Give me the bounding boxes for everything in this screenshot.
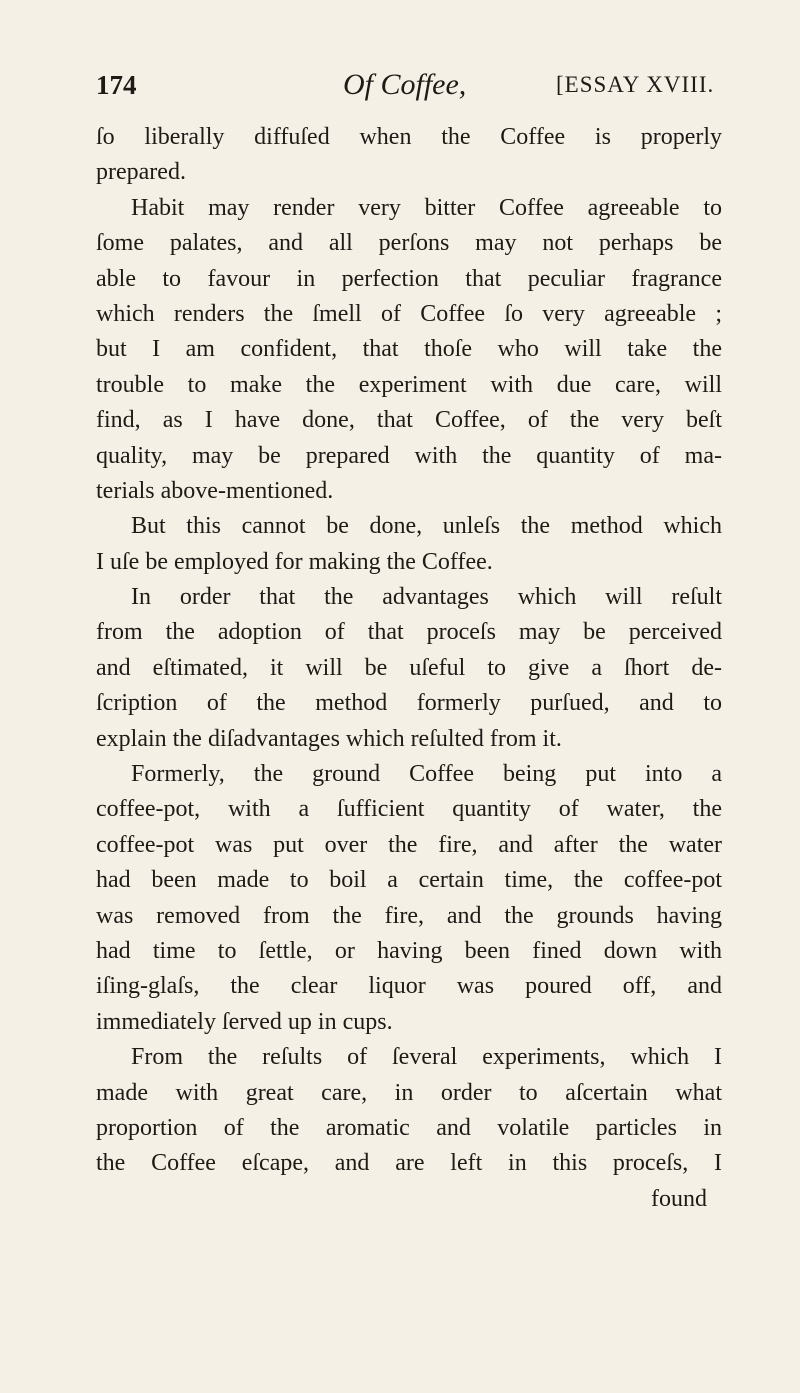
- text-line: ſome palates, and all perſons may not perhaps be: [96, 230, 722, 257]
- page-header: [96, 70, 726, 114]
- text-line: Formerly, the ground Coffee being put into a: [131, 761, 722, 788]
- text-line: iſing-glaſs, the clear liquor was poured off, and: [96, 973, 722, 1000]
- text-line: Habit may render very bitter Coffee agreeable to: [131, 194, 722, 221]
- text-line: From the reſults of ſeveral experiments, which I: [131, 1044, 722, 1071]
- text-line: In order that the advantages which will reſult: [131, 584, 722, 611]
- text-line: explain the diſadvantages which reſulted from it.: [96, 725, 562, 752]
- text-line: had time to ſettle, or having been fined down with: [96, 937, 722, 964]
- catchword: found: [651, 1185, 707, 1212]
- body-text: [96, 120, 722, 1217]
- text-line: trouble to make the experiment with due care, will: [96, 371, 722, 398]
- text-line: proportion of the aromatic and volatile particles in: [96, 1114, 722, 1141]
- text-line: coffee-pot was put over the fire, and after the water: [96, 831, 722, 858]
- text-line: but I am confident, that thoſe who will take the: [96, 336, 722, 363]
- text-line: from the adoption of that proceſs may be perceived: [96, 619, 722, 646]
- text-line: which renders the ſmell of Coffee ſo very agreeable ;: [96, 300, 722, 327]
- text-line: quality, may be prepared with the quantity of ma-: [96, 442, 722, 469]
- section-label: [ESSAY XVIII.: [556, 72, 715, 97]
- text-line: I uſe be employed for making the Coffee.: [96, 548, 493, 575]
- text-line: find, as I have done, that Coffee, of the very beſt: [96, 407, 722, 434]
- text-line: ſcription of the method formerly purſued, and to: [96, 690, 722, 717]
- text-line: able to favour in perfection that peculiar fragrance: [96, 265, 722, 292]
- text-line: made with great care, in order to aſcertain what: [96, 1079, 722, 1106]
- text-line: immediately ſerved up in cups.: [96, 1008, 393, 1035]
- text-line: was removed from the fire, and the grounds having: [96, 902, 722, 929]
- text-line: prepared.: [96, 159, 186, 186]
- text-line: terials above-mentioned.: [96, 477, 334, 504]
- page-number: 174: [96, 70, 137, 100]
- text-line: the Coffee eſcape, and are left in this proceſs, I: [96, 1150, 722, 1177]
- text-line: coffee-pot, with a ſufficient quantity of water, the: [96, 796, 722, 823]
- text-line: But this cannot be done, unleſs the method which: [131, 513, 722, 540]
- text-line: had been made to boil a certain time, the coffee-pot: [96, 867, 722, 894]
- text-line: and eſtimated, it will be uſeful to give a ſhort de-: [96, 654, 722, 681]
- running-title: Of Coffee,: [343, 68, 467, 101]
- text-line: ſo liberally diffuſed when the Coffee is properly: [96, 124, 722, 150]
